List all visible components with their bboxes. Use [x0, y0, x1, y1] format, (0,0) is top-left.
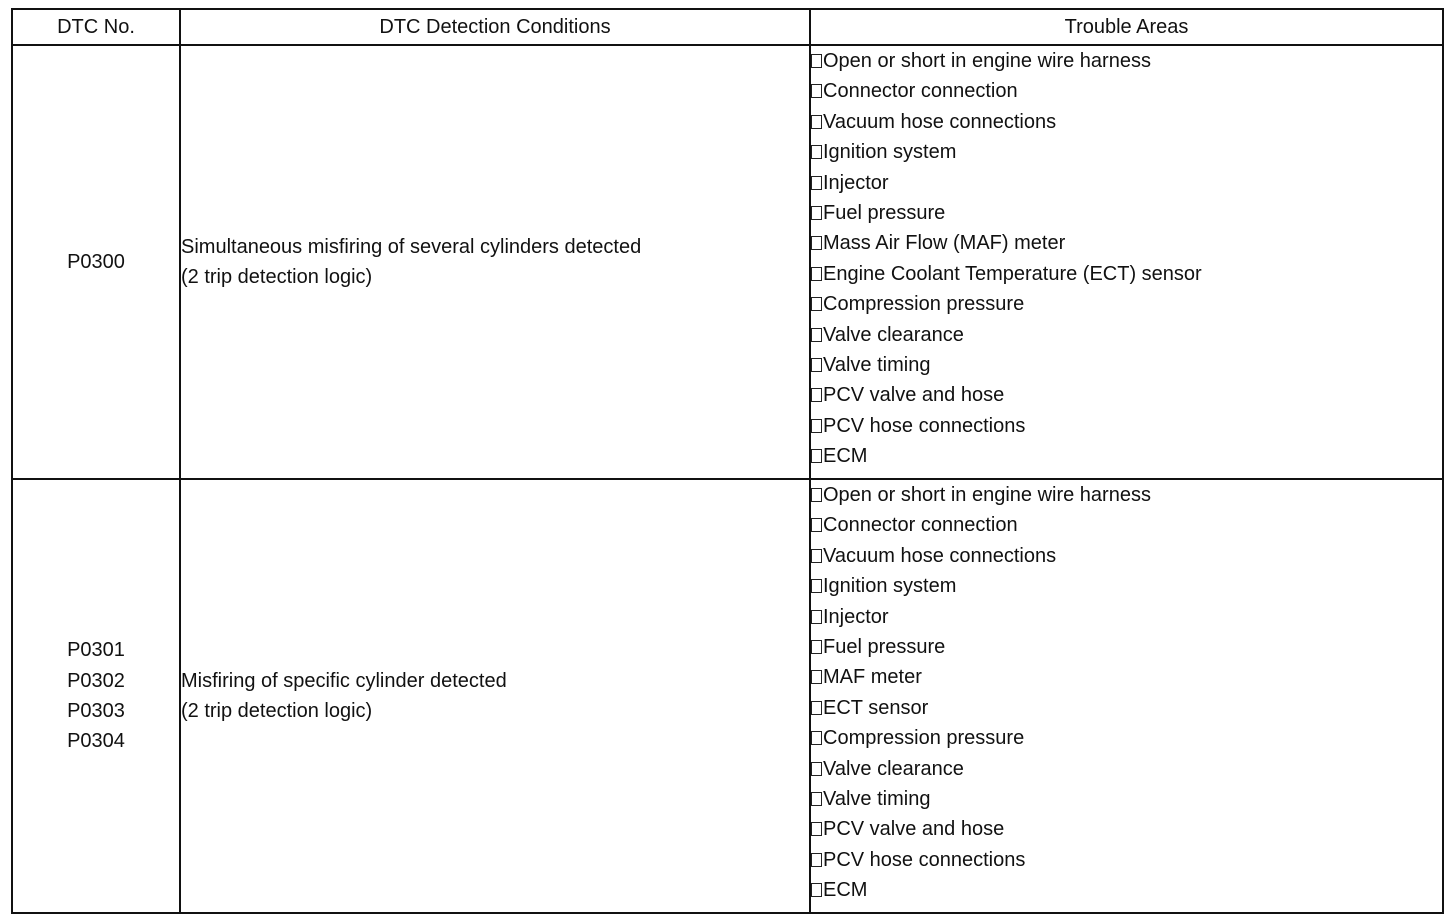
trouble-area-label: Valve timing: [823, 354, 931, 377]
trouble-area-item: [811, 168, 1442, 198]
checkbox-square-icon: [811, 731, 822, 745]
checkbox-square-icon: [811, 419, 822, 433]
detection-condition-line: Misfiring of specific cylinder detected: [181, 669, 507, 692]
trouble-area-label: PCV hose connections: [823, 848, 1026, 871]
trouble-area-item: [811, 875, 1442, 905]
trouble-area-item: [811, 289, 1442, 319]
trouble-area-label: Open or short in engine wire harness: [823, 484, 1151, 506]
checkbox-square-icon: [811, 518, 822, 532]
trouble-area-label: Fuel pressure: [823, 202, 946, 225]
trouble-area-label: Vacuum hose connections: [823, 544, 1057, 567]
trouble-area-item: [811, 632, 1442, 662]
checkbox-square-icon: [811, 610, 822, 624]
trouble-area-label: ECT sensor: [823, 696, 929, 719]
trouble-area-label: Valve clearance: [823, 757, 964, 780]
trouble-areas-cell: [810, 45, 1443, 479]
trouble-area-label: Mass Air Flow (MAF) meter: [823, 232, 1066, 255]
detection-conditions-cell: [180, 45, 810, 479]
dtc-code: P0301: [67, 639, 125, 662]
table-body: [12, 45, 1443, 913]
trouble-area-item: [811, 662, 1442, 692]
checkbox-square-icon: [811, 388, 822, 402]
checkbox-square-icon: [811, 853, 822, 867]
trouble-area-label: Ignition system: [823, 575, 957, 598]
trouble-area-item: [811, 380, 1442, 410]
detection-condition-line: (2 trip detection logic): [181, 266, 373, 288]
trouble-area-label: Injector: [823, 171, 889, 194]
checkbox-square-icon: [811, 54, 822, 68]
dtc-code: P0300: [67, 250, 125, 273]
trouble-area-item: [811, 754, 1442, 784]
trouble-area-item: [811, 441, 1442, 471]
trouble-area-item: [811, 845, 1442, 875]
trouble-area-label: Ignition system: [823, 141, 957, 164]
dtc-codes-cell: [12, 479, 180, 913]
trouble-area-item: [811, 137, 1442, 167]
checkbox-square-icon: [811, 267, 822, 281]
checkbox-square-icon: [811, 883, 822, 897]
trouble-area-item: [811, 693, 1442, 723]
checkbox-square-icon: [811, 640, 822, 654]
dtc-code: P0303: [67, 700, 125, 722]
trouble-area-label: Compression pressure: [823, 293, 1025, 316]
trouble-area-item: [811, 571, 1442, 601]
trouble-area-item: [811, 480, 1442, 510]
trouble-area-label: Vacuum hose connections: [823, 110, 1057, 133]
table-row: [12, 479, 1443, 913]
checkbox-square-icon: [811, 549, 822, 563]
checkbox-square-icon: [811, 822, 822, 836]
checkbox-square-icon: [811, 84, 822, 98]
trouble-area-label: Connector connection: [823, 514, 1018, 537]
checkbox-square-icon: [811, 762, 822, 776]
trouble-area-label: Compression pressure: [823, 727, 1025, 750]
trouble-area-item: [811, 602, 1442, 632]
header-detection-conditions: DTC Detection Conditions: [180, 9, 810, 45]
checkbox-square-icon: [811, 701, 822, 715]
trouble-area-item: [811, 723, 1442, 753]
trouble-area-label: PCV valve and hose: [823, 384, 1005, 407]
header-trouble-areas: Trouble Areas: [810, 9, 1443, 45]
trouble-area-item: [811, 228, 1442, 258]
trouble-area-item: [811, 76, 1442, 106]
trouble-area-item: [811, 46, 1442, 76]
checkbox-square-icon: [811, 358, 822, 372]
checkbox-square-icon: [811, 328, 822, 342]
trouble-area-label: Valve clearance: [823, 323, 964, 346]
trouble-area-label: Valve timing: [823, 788, 931, 811]
checkbox-square-icon: [811, 670, 822, 684]
checkbox-square-icon: [811, 176, 822, 190]
trouble-area-label: Connector connection: [823, 80, 1018, 103]
trouble-area-label: PCV hose connections: [823, 414, 1026, 437]
trouble-area-label: Engine Coolant Temperature (ECT) sensor: [823, 262, 1202, 285]
trouble-areas-cell: [810, 479, 1443, 913]
table-row: [12, 45, 1443, 479]
trouble-area-label: MAF meter: [823, 666, 922, 689]
trouble-area-item: [811, 510, 1442, 540]
trouble-area-item: [811, 198, 1442, 228]
header-row: [12, 9, 1443, 45]
trouble-area-label: ECM: [823, 445, 868, 468]
header-dtc-no: DTC No.: [12, 9, 180, 45]
checkbox-square-icon: [811, 449, 822, 463]
trouble-area-item: [811, 784, 1442, 814]
dtc-code: P0304: [67, 730, 125, 753]
trouble-area-label: Fuel pressure: [823, 636, 946, 659]
checkbox-square-icon: [811, 488, 822, 502]
checkbox-square-icon: [811, 206, 822, 220]
checkbox-square-icon: [811, 792, 822, 806]
checkbox-square-icon: [811, 115, 822, 129]
checkbox-square-icon: [811, 236, 822, 250]
detection-condition-line: Simultaneous misfiring of several cylinders detected: [181, 235, 642, 258]
detection-condition-line: (2 trip detection logic): [181, 700, 373, 722]
dtc-code: P0302: [67, 669, 125, 692]
checkbox-square-icon: [811, 579, 822, 593]
trouble-area-label: Open or short in engine wire harness: [823, 50, 1151, 72]
trouble-area-label: PCV valve and hose: [823, 818, 1005, 841]
dtc-table: [11, 8, 1444, 914]
checkbox-square-icon: [811, 145, 822, 159]
checkbox-square-icon: [811, 297, 822, 311]
trouble-area-item: [811, 814, 1442, 844]
trouble-area-item: [811, 320, 1442, 350]
trouble-area-label: Injector: [823, 605, 889, 628]
dtc-codes-cell: [12, 45, 180, 479]
trouble-area-item: [811, 350, 1442, 380]
trouble-area-item: [811, 541, 1442, 571]
trouble-area-item: [811, 107, 1442, 137]
trouble-area-item: [811, 259, 1442, 289]
trouble-area-item: [811, 411, 1442, 441]
trouble-area-label: ECM: [823, 879, 868, 902]
detection-conditions-cell: [180, 479, 810, 913]
